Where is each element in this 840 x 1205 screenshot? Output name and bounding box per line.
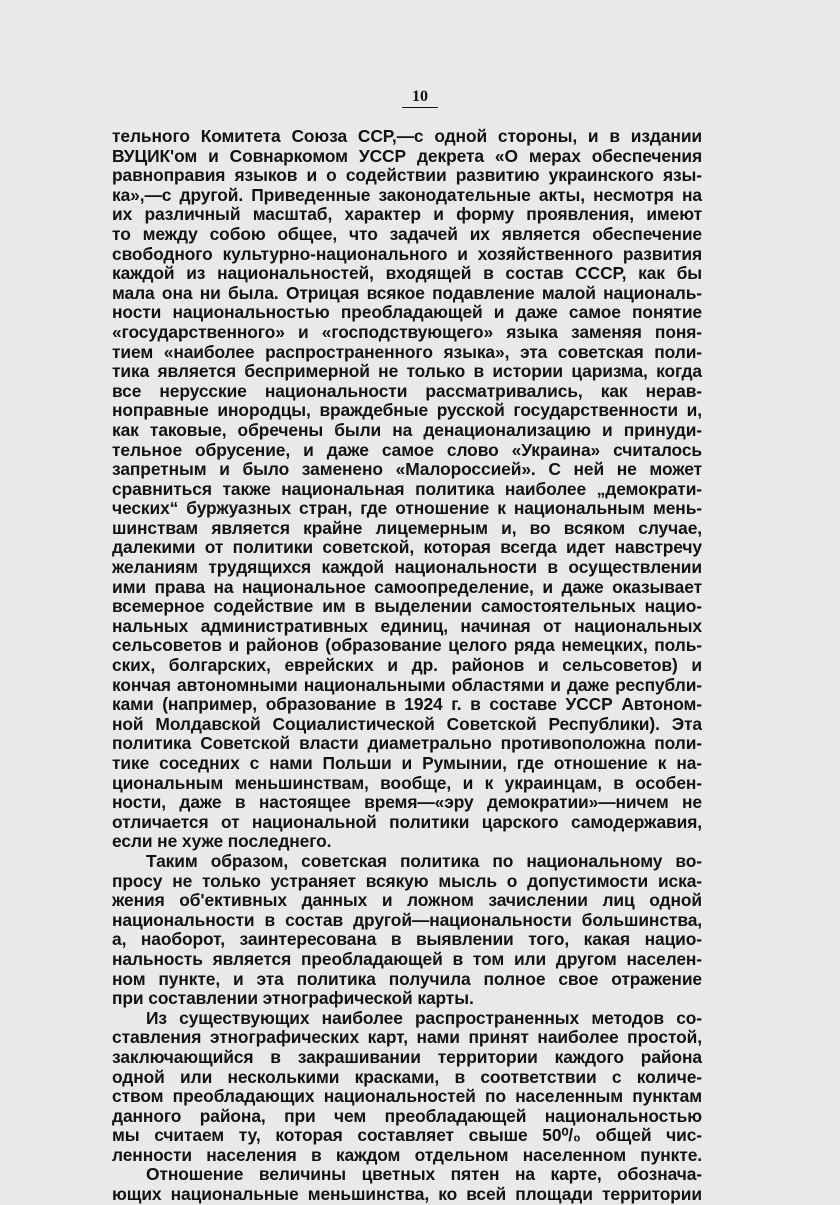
text-line: нальность является преобладающей в том или другом населен- [112, 948, 702, 969]
text-line: Отношение величины цветных пятен на карте, обознача- [146, 1164, 702, 1185]
text-line: просу не только устраняет всякую мысль о допустимости иска- [112, 870, 702, 891]
text-line: жения об'ективных данных и ложном зачислении лиц одной [112, 890, 702, 911]
text-line: ющих национальные меньшинства, ко всей площади территории [112, 1184, 702, 1205]
text-line: всемерное содействие им в выделении самостоятельных нацио- [112, 596, 702, 617]
text-line: данного района, при чем преобладающей национальностью [112, 1105, 702, 1126]
text-line: ими права на национальное самоопределение, и даже оказывает [112, 576, 702, 597]
page-number-text: 10 [402, 88, 438, 108]
text-line: сельсоветов и районов (образование целого ряда немецких, поль- [112, 635, 702, 656]
text-line: национальности в состав другой—национальности большинства, [112, 909, 702, 930]
text-line: ленности населения в каждом отдельном населенном пункте. [112, 1144, 702, 1165]
text-line: запретным и было заменено «Малороссией». С ней не может [112, 459, 702, 480]
text-line: нальных административных единиц, начиная от национальных [112, 615, 702, 636]
text-line: а, наоборот, заинтересована в выявлении того, какая нацио- [112, 929, 702, 950]
text-line: как таковые, обречены были на денационализацию и принуди- [112, 419, 702, 440]
page-number [0, 88, 840, 108]
body-text [112, 127, 702, 1205]
text-line: ских, болгарских, еврейских и др. районов и сельсоветов) и [112, 655, 702, 676]
text-line: ка»,—с другой. Приведенные законодательные акты, несмотря на [112, 184, 702, 205]
text-line: сравниться также национальная политика наиболее „демократи- [112, 478, 702, 499]
text-line: мала она ни была. Отрицая всякое подавление малой националь- [112, 282, 702, 303]
text-line: ном пункте, и эта политика получила полное свое отражение [112, 968, 702, 989]
text-line: ками (например, образование в 1924 г. в составе УССР Автоном- [112, 694, 702, 715]
text-line: если не хуже последнего. [112, 831, 332, 852]
text-line: отличается от национальной политики царского самодержавия, [112, 811, 702, 832]
text-line: тика является беспримерной не только в истории царизма, когда [112, 361, 702, 382]
text-line: то между собою общее, что задачей их является обеспечение [112, 223, 702, 244]
text-line: «государственного» и «господствующего» языка заменяя поня- [112, 321, 702, 342]
text-line: Таким образом, советская политика по национальному во- [146, 850, 702, 871]
text-line: тельное обрусение, и даже самое слово «Украина» считалось [112, 439, 702, 460]
text-line: каждой из национальностей, входящей в состав СССР, как бы [112, 263, 702, 284]
text-line: одной или несколькими красками, в соответствии с количе- [112, 1066, 702, 1087]
text-line: ности национальностью преобладающей и даже самое понятие [112, 302, 702, 323]
text-line: ВУЦИК'ом и Совнаркомом УССР декрета «О мерах обеспечения [112, 145, 702, 166]
text-line: желаниям трудящихся каждой национальности в осуществлении [112, 557, 702, 578]
text-line: при составлении этнографической карты. [112, 988, 474, 1009]
text-line: кончая автономными национальными областями и даже республи- [112, 674, 702, 695]
text-line: циональным меньшинствам, вообще, и к украинцам, в особен- [112, 772, 702, 793]
text-line: ством преобладающих национальностей по населенным пунктам [112, 1086, 702, 1107]
text-line: ставления этнографических карт, нами принят наиболее простой, [112, 1027, 702, 1048]
text-line: тельного Комитета Союза ССР,—с одной стороны, и в издании [112, 126, 702, 146]
text-line: все нерусские национальности рассматривались, как нерав- [112, 380, 702, 401]
text-line: их различный масштаб, характер и форму проявления, имеют [112, 204, 702, 225]
text-line: далекими от политики советской, которая всегда идет навстречу [112, 537, 702, 558]
text-line: мы считаем ту, которая составляет свыше 50⁰/₀ общей чис- [112, 1125, 702, 1146]
text-line: ческих“ буржуазных стран, где отношение к национальным мень- [112, 498, 702, 519]
text-line: ности, даже в настоящее время—«эру демократии»—ничем не [112, 792, 702, 813]
text-line: заключающийся в закрашивании территории каждого района [112, 1046, 702, 1067]
text-line: политика Советской власти диаметрально противоположна поли- [112, 733, 702, 754]
text-line: ной Молдавской Социалистической Советской Республики). Эта [112, 713, 702, 734]
text-line: свободного культурно-национального и хозяйственного развития [112, 243, 702, 264]
text-line: ноправные инородцы, враждебные русской государственности и, [112, 400, 702, 421]
text-line: тием «наиболее распространенного языка», эта советская поли- [112, 341, 702, 362]
text-line: тике соседних с нами Польши и Румынии, где отношение к на- [112, 753, 702, 773]
text-line: Из существующих наиболее распространенных методов со- [146, 1007, 702, 1028]
text-line: равноправия языков и о содействии развитию украинского язы- [112, 165, 702, 186]
text-line: шинствам является крайне лицемерным и, во всяком случае, [112, 517, 702, 538]
